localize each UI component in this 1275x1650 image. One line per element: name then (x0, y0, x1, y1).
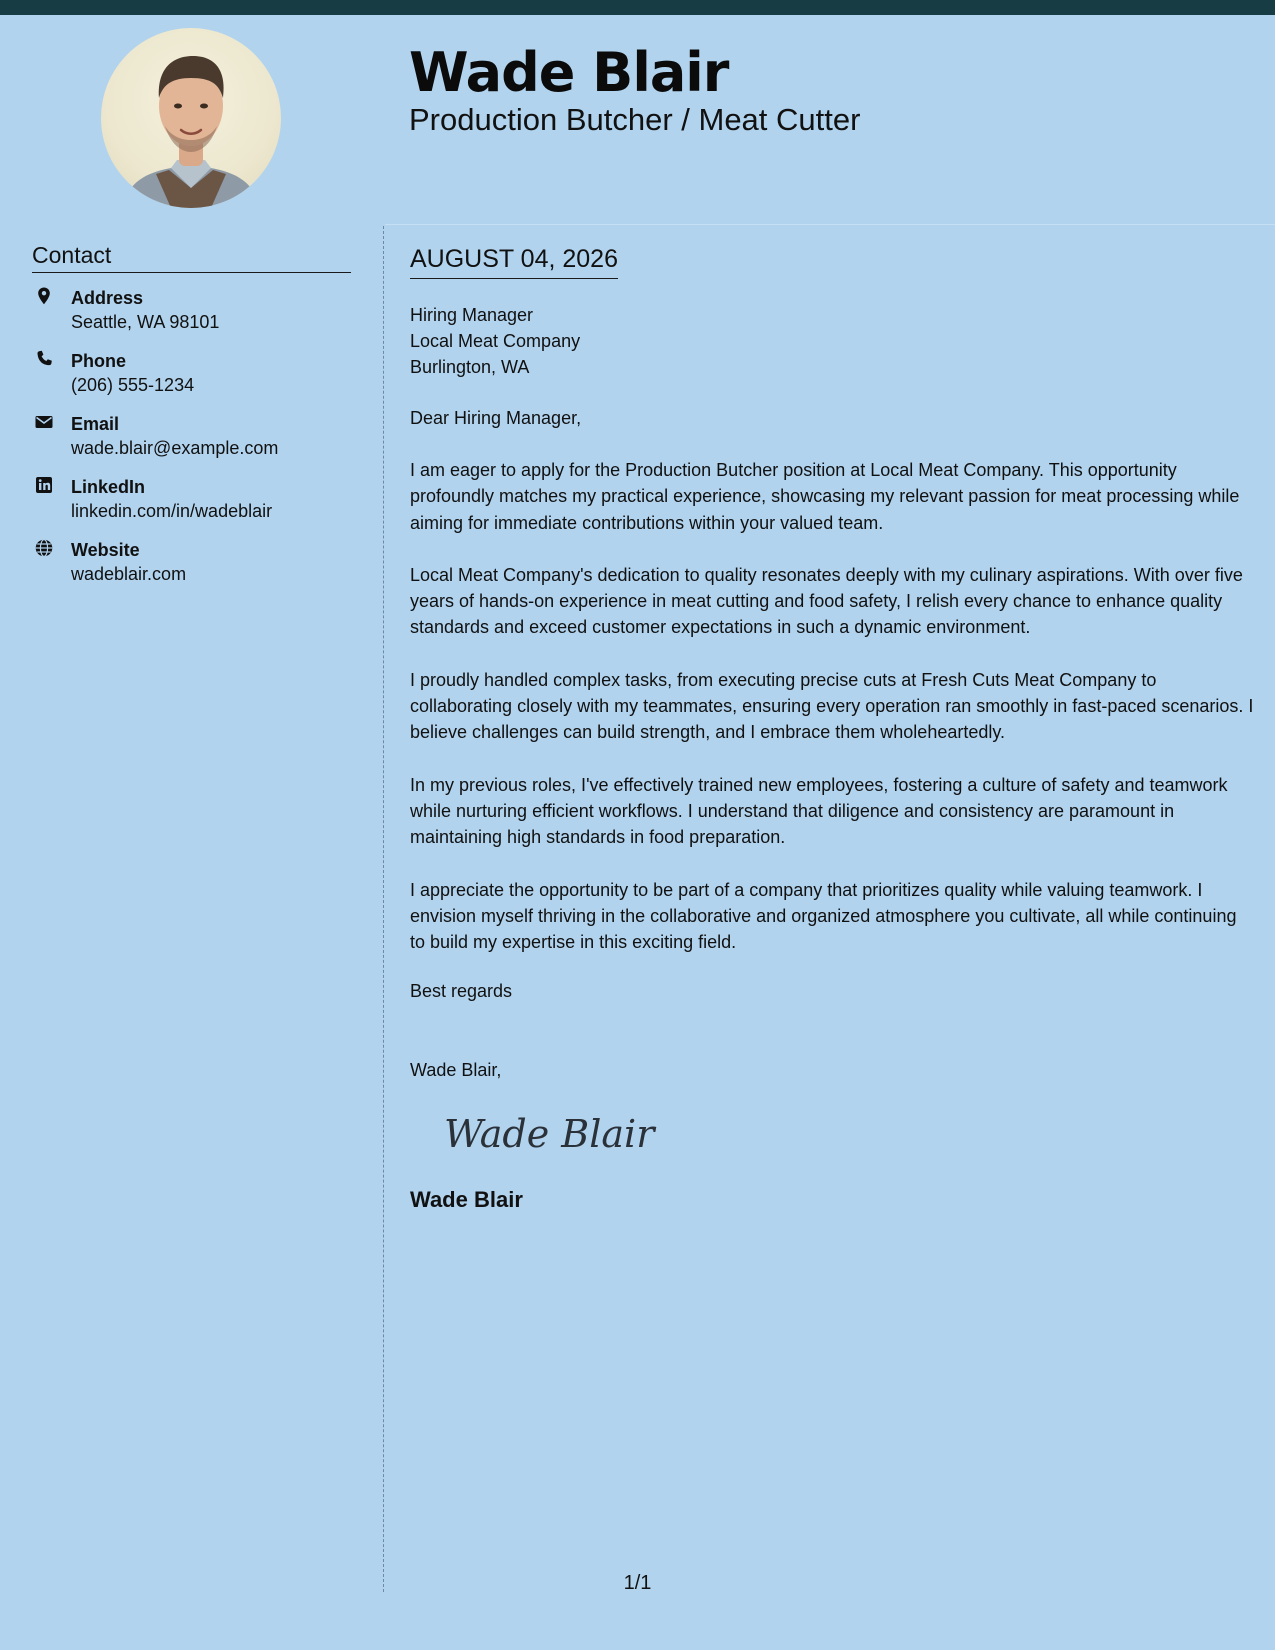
handwritten-signature: Wade Blair (444, 1112, 655, 1157)
contact-item-address (32, 286, 351, 349)
letter-date: AUGUST 04, 2026 (410, 244, 618, 279)
recipient-line: Local Meat Company (410, 331, 581, 351)
candidate-title: Production Butcher / Meat Cutter (409, 102, 861, 137)
linkedin-link[interactable]: linkedin.com/in/wadeblair (71, 501, 273, 521)
page-number: 1/1 (623, 1572, 652, 1594)
candidate-name: Wade Blair (409, 41, 729, 104)
contact-heading: Contact (32, 240, 351, 273)
recipient-block (410, 302, 1256, 380)
signoff-name: Wade Blair, (410, 1060, 502, 1081)
profile-photo (101, 28, 281, 208)
typed-name: Wade Blair (410, 1187, 523, 1213)
body-paragraph: I am eager to apply for the Production Butcher position at Local Meat Company. This opportunity profoundly matches my practical experience, showcasing my relevant passion for meat processing while aiming for immediate contributions within your valued team. (410, 460, 1240, 533)
contact-label: Phone (71, 351, 127, 371)
contact-item-email (32, 412, 351, 475)
contact-label: Email (71, 414, 120, 434)
globe-icon (34, 538, 54, 558)
header-divider (385, 224, 1275, 225)
contact-list (32, 286, 351, 601)
body-paragraph: I proudly handled complex tasks, from executing precise cuts at Fresh Cuts Meat Company to collaborating closely with my teammates, ensuring every operation ran smoothly in fast-paced scenarios. I believe challenges can build strength, and I embrace them wholeheartedly. (410, 669, 1254, 743)
contact-item-phone (32, 349, 351, 412)
recipient-line: Hiring Manager (410, 305, 534, 325)
contact-label: LinkedIn (71, 477, 146, 497)
linkedin-icon (34, 475, 54, 495)
body-paragraph: Local Meat Company's dedication to quality resonates deeply with my culinary aspirations. With over five years of hands-on experience in meat cutting and food safety, I relish every chance to enhance quality standards and exceed customer expectations in such a dynamic environment. (410, 564, 1243, 638)
top-accent-bar (0, 0, 1275, 15)
contact-item-linkedin (32, 475, 351, 538)
contact-label: Address (71, 288, 144, 308)
cover-letter-body (410, 244, 1256, 1214)
recipient-line: Burlington, WA (410, 357, 530, 377)
phone-icon (34, 349, 54, 369)
email-link[interactable]: wade.blair@example.com (71, 438, 279, 458)
body-paragraph: In my previous roles, I've effectively trained new employees, fostering a culture of safety and teamwork while nurturing efficient workflows. I understand that diligence and consistency are paramount in maintaining high standards in food preparation. (410, 774, 1228, 848)
body-paragraph: I appreciate the opportunity to be part of a company that prioritizes quality while valuing teamwork. I envision myself thriving in the collaborative and organized atmosphere you cultivate, all while continuing to build my expertise in this exciting field. (410, 879, 1237, 953)
contact-value: Seattle, WA 98101 (71, 312, 220, 332)
map-pin-icon (34, 286, 54, 306)
website-link[interactable]: wadeblair.com (71, 564, 187, 584)
salutation: Dear Hiring Manager, (410, 408, 582, 428)
contact-label: Website (71, 540, 140, 560)
contact-sidebar (32, 240, 351, 601)
closing: Best regards (410, 981, 513, 1002)
column-divider (383, 226, 384, 1592)
contact-value: (206) 555-1234 (71, 375, 195, 395)
envelope-icon (34, 412, 54, 432)
contact-item-website (32, 538, 351, 601)
